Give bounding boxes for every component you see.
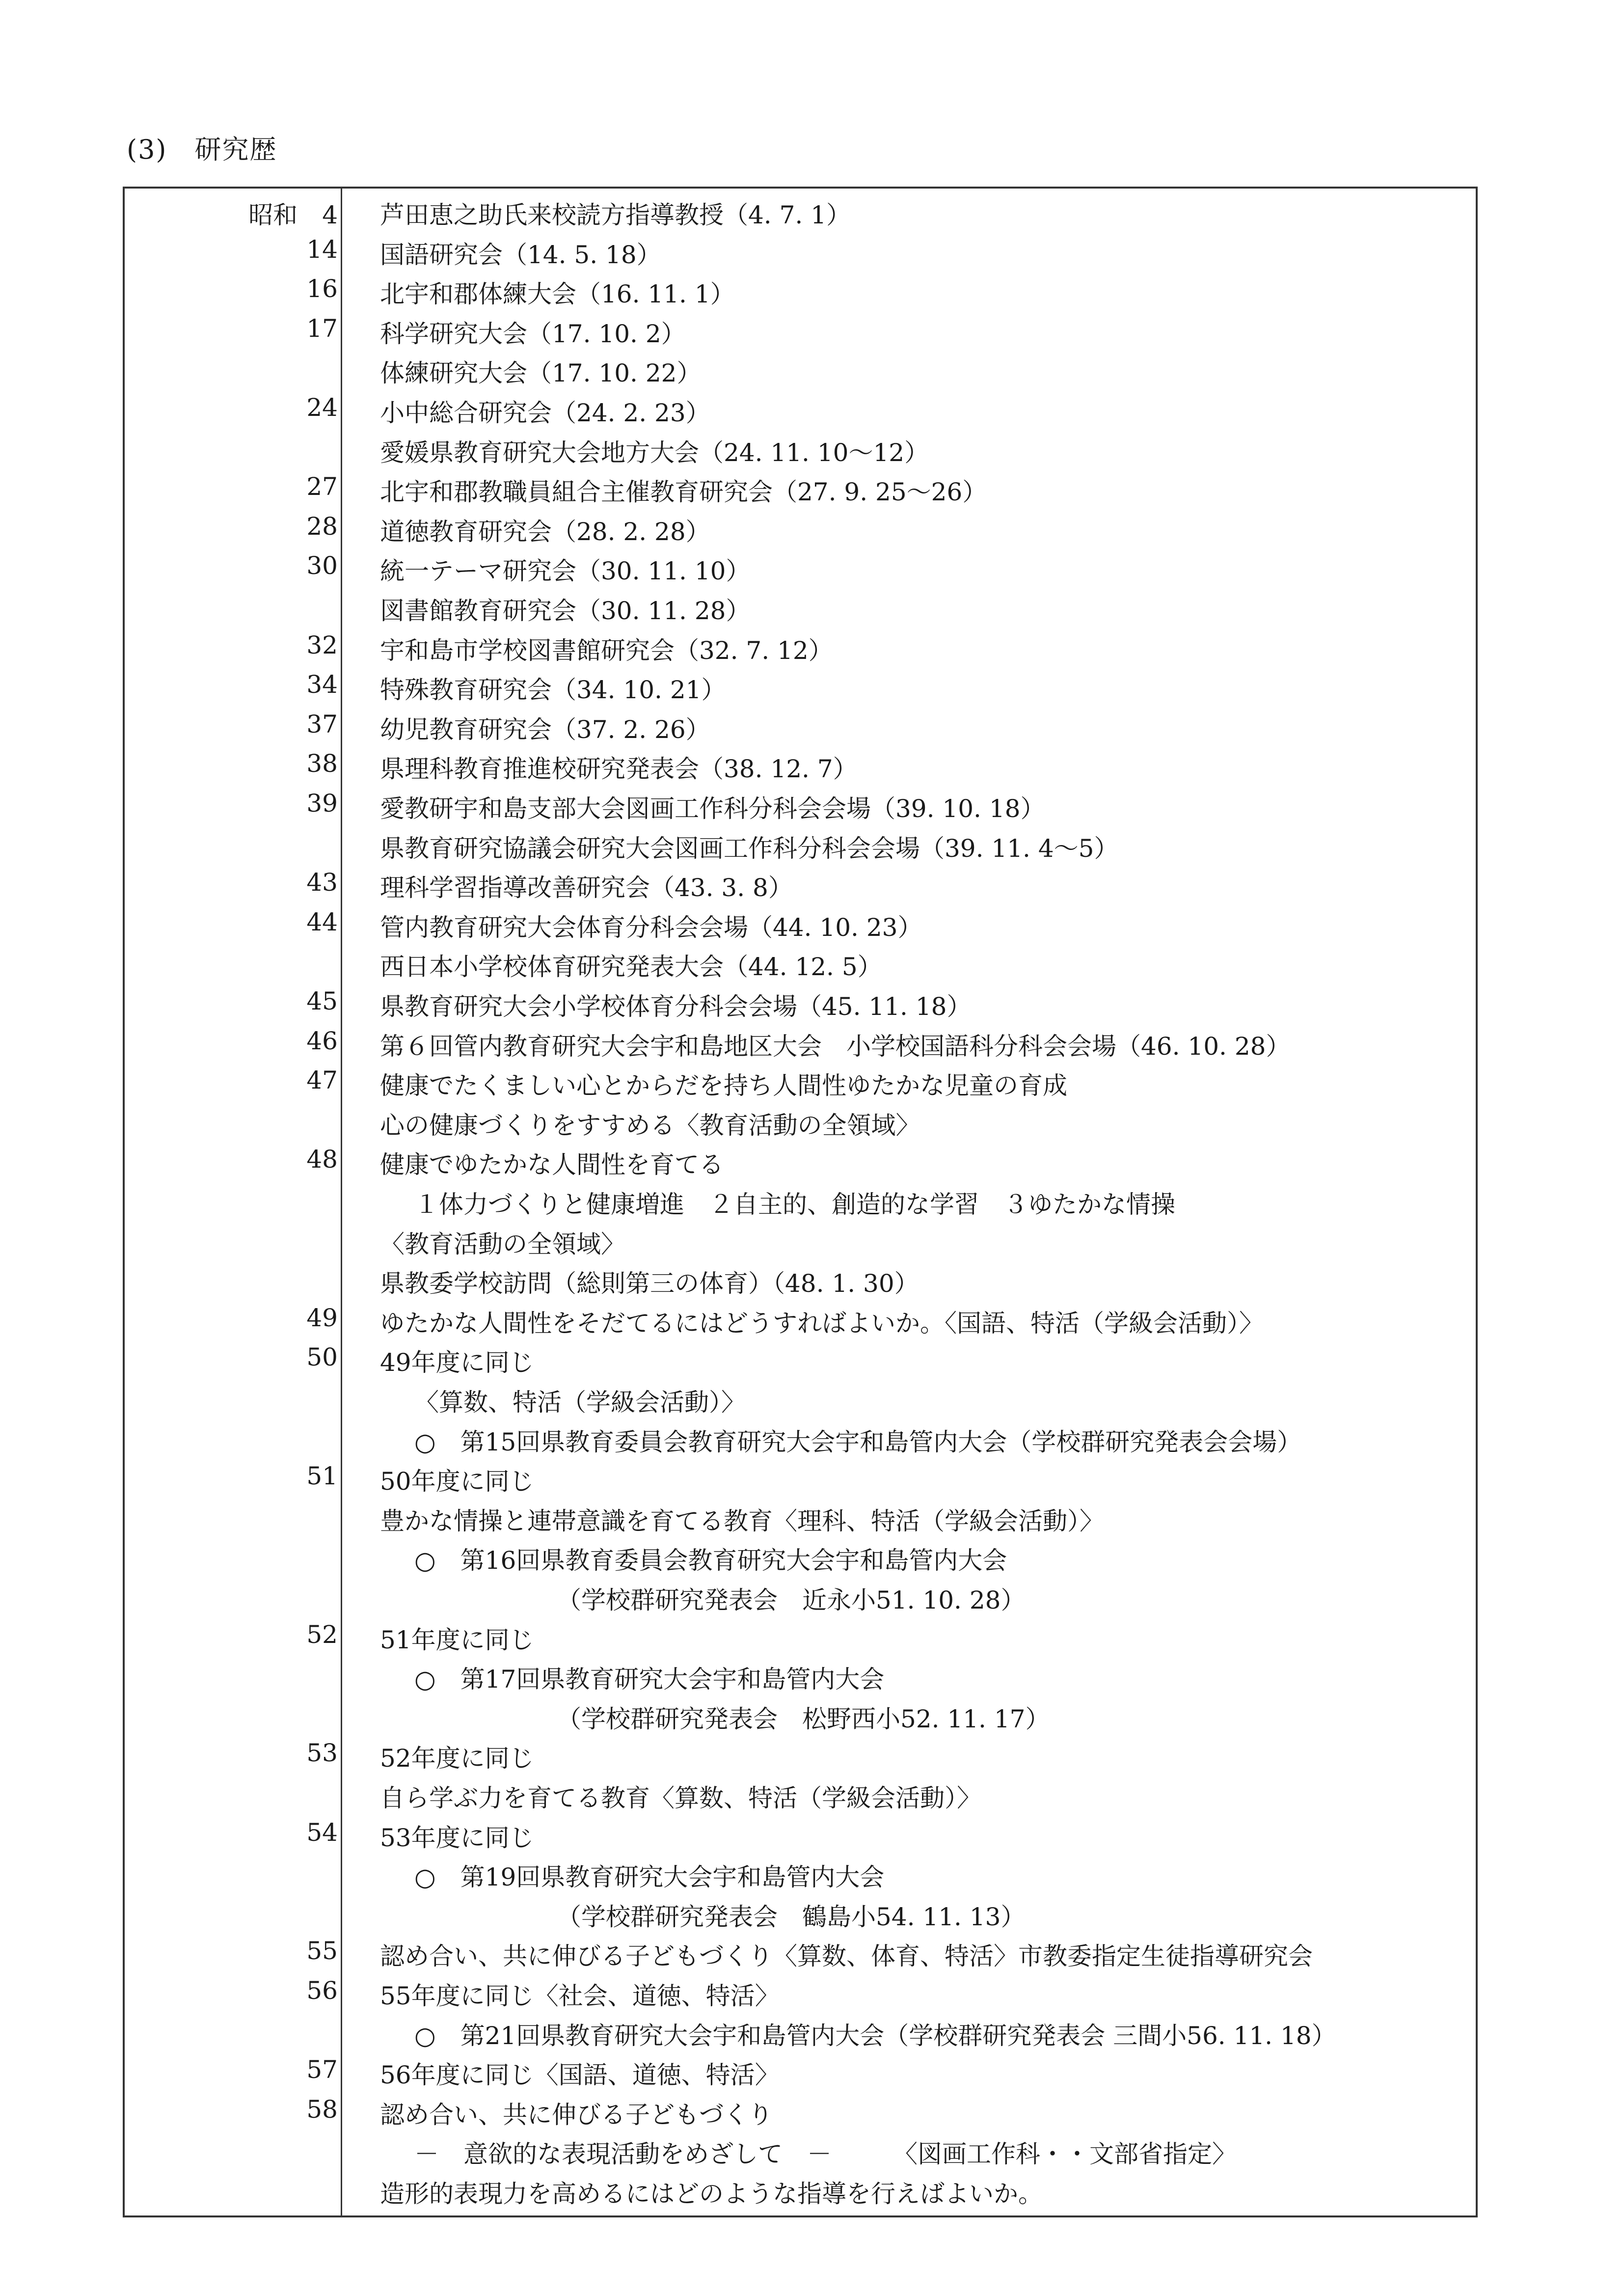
- table-row: [125, 944, 1476, 984]
- event-text: 認め合い、共に伸びる子どもづくり〈算数、体育、特活〉市教委指定生徒指導研究会: [380, 1942, 1313, 1971]
- event-text: 県理科教育推進校研究発表会（38. 12. 7）: [380, 755, 858, 784]
- table-row: [125, 1776, 1476, 1815]
- event-text: ○ 第16回県教育委員会教育研究大会宇和島管内大会: [414, 1546, 1007, 1575]
- table-row: [125, 192, 1476, 232]
- year-number: 47: [306, 1066, 338, 1095]
- year-cell: [306, 908, 338, 936]
- table-row: [125, 1538, 1476, 1577]
- event-text: 健康でゆたかな人間性を育てる: [380, 1150, 724, 1179]
- event-text: 科学研究大会（17. 10. 2）: [380, 319, 686, 348]
- table-row: [125, 390, 1476, 430]
- year-cell: [306, 2095, 338, 2124]
- table-row: [125, 1578, 1476, 1617]
- table-row: [125, 2132, 1476, 2171]
- year-number: 39: [306, 789, 338, 818]
- year-number: 45: [306, 987, 338, 1015]
- era-label: 昭和: [248, 201, 298, 229]
- table-row: [125, 272, 1476, 311]
- year-number: 51: [306, 1462, 338, 1491]
- event-text: 幼児教育研究会（37. 2. 26）: [380, 715, 710, 744]
- year-cell: [306, 1818, 338, 1847]
- table-row: [125, 1063, 1476, 1102]
- table-row: [125, 351, 1476, 390]
- table-row: [125, 1340, 1476, 1379]
- event-text: 国語研究会（14. 5. 18）: [380, 240, 661, 269]
- table-row: [125, 826, 1476, 865]
- event-text: 自ら学ぶ力を育てる教育〈算数、特活（学級会活動）〉: [380, 1784, 981, 1812]
- table-row: [125, 746, 1476, 786]
- event-text: 55年度に同じ〈社会、道徳、特活〉: [380, 1982, 780, 2010]
- table-row: [125, 1815, 1476, 1855]
- year-number: 27: [306, 472, 338, 501]
- section-title: (3) 研究歴: [127, 134, 277, 165]
- event-text: （学校群研究発表会 松野西小52. 11. 17）: [557, 1704, 1050, 1733]
- year-cell: [306, 1304, 338, 1332]
- year-number: 49: [306, 1303, 338, 1332]
- event-text: ○ 第15回県教育委員会教育研究大会宇和島管内大会（学校群研究発表会会場）: [414, 1427, 1302, 1456]
- table-row: [125, 548, 1476, 588]
- year-number: 16: [306, 274, 338, 303]
- event-text: 芦田恵之助氏来校読方指導教授（4. 7. 1）: [380, 201, 851, 229]
- event-text: ○ 第21回県教育研究大会宇和島管内大会（学校群研究発表会 三間小56. 11. 18）: [414, 2021, 1336, 2050]
- table-row: [125, 1301, 1476, 1340]
- year-cell: [306, 2055, 338, 2084]
- year-cell: [306, 1343, 338, 1371]
- event-text: 理科学習指導改善研究会（43. 3. 8）: [380, 874, 793, 902]
- table-row: [125, 1420, 1476, 1459]
- table-row: [125, 905, 1476, 944]
- event-text: 53年度に同じ: [380, 1823, 534, 1852]
- table-row: [125, 588, 1476, 628]
- year-cell: [306, 1027, 338, 1055]
- table-row: [125, 1182, 1476, 1221]
- event-text: 49年度に同じ: [380, 1348, 534, 1377]
- year-number: 55: [306, 1937, 338, 1966]
- year-cell: [248, 195, 338, 231]
- year-number: 38: [306, 749, 338, 778]
- year-cell: [306, 868, 338, 897]
- table-row: [125, 1934, 1476, 1973]
- year-cell: [306, 512, 338, 541]
- table-row: [125, 1973, 1476, 2013]
- event-text: ゆたかな人間性をそだてるにはどうすればよいか。〈国語、特活（学級会活動）〉: [380, 1309, 1264, 1338]
- event-text: 北宇和郡教職員組合主催教育研究会（27. 9. 25～26）: [380, 478, 987, 507]
- year-number: 14: [306, 235, 338, 264]
- year-cell: [306, 1145, 338, 1174]
- table-row: [125, 311, 1476, 351]
- year-number: 52: [306, 1620, 338, 1649]
- table-row: [125, 667, 1476, 707]
- year-cell: [306, 1976, 338, 2005]
- event-text: 51年度に同じ: [380, 1625, 534, 1654]
- year-cell: [306, 631, 338, 659]
- table-row: [125, 2092, 1476, 2132]
- year-number: 30: [306, 551, 338, 580]
- event-text: 50年度に同じ: [380, 1467, 534, 1496]
- table-row: [125, 1024, 1476, 1063]
- table-row: [125, 786, 1476, 825]
- year-cell: [306, 710, 338, 738]
- year-number: 58: [306, 2095, 338, 2124]
- year-cell: [306, 1620, 338, 1649]
- year-number: 46: [306, 1026, 338, 1055]
- event-text: 県教育研究大会小学校体育分科会会場（45. 11. 18）: [380, 992, 972, 1021]
- table-row: [125, 1380, 1476, 1419]
- table-row: [125, 509, 1476, 548]
- table-row: [125, 1459, 1476, 1498]
- table-row: [125, 469, 1476, 509]
- year-cell: [306, 472, 338, 501]
- year-cell: [306, 1462, 338, 1490]
- history-table: [123, 187, 1478, 2217]
- table-row: [125, 2013, 1476, 2052]
- event-text: 愛媛県教育研究大会地方大会（24. 11. 10～12）: [380, 438, 929, 467]
- event-text: （学校群研究発表会 近永小51. 10. 28）: [557, 1586, 1026, 1614]
- year-cell: [306, 749, 338, 778]
- table-row: [125, 707, 1476, 746]
- table-row: [125, 1736, 1476, 1775]
- year-number: 43: [306, 868, 338, 897]
- event-text: 心の健康づくりをすすめる〈教育活動の全領域〉: [380, 1111, 920, 1140]
- table-row: [125, 1103, 1476, 1142]
- table-row: [125, 1696, 1476, 1736]
- table-row: [125, 1855, 1476, 1894]
- event-text: 豊かな情操と連帯意識を育てる教育〈理科、特活（学級会活動）〉: [380, 1506, 1104, 1535]
- year-number: 34: [306, 670, 338, 699]
- year-cell: [306, 1739, 338, 1767]
- event-text: 52年度に同じ: [380, 1744, 534, 1773]
- event-text: 造形的表現力を高めるにはどのような指導を行えばよいか。: [380, 2180, 1043, 2208]
- table-row: [125, 232, 1476, 272]
- table-row: [125, 2052, 1476, 2092]
- event-text: 体練研究大会（17. 10. 22）: [380, 359, 702, 388]
- event-text: 県教育研究協議会研究大会図画工作科分科会会場（39. 11. 4～5）: [380, 834, 1119, 863]
- table-row: [125, 1657, 1476, 1696]
- year-number: 37: [306, 710, 338, 738]
- event-text: ○ 第19回県教育研究大会宇和島管内大会: [414, 1863, 885, 1892]
- table-row: [125, 1261, 1476, 1300]
- year-number: 54: [306, 1818, 338, 1847]
- year-number: 44: [306, 907, 338, 936]
- year-number: 28: [306, 512, 338, 541]
- year-cell: [306, 551, 338, 580]
- year-number: 32: [306, 630, 338, 659]
- event-text: １体力づくりと健康増進 ２自主的、創造的な学習 ３ゆたかな情操: [414, 1190, 1175, 1219]
- event-text: 道徳教育研究会（28. 2. 28）: [380, 517, 710, 546]
- event-text: 図書館教育研究会（30. 11. 28）: [380, 597, 751, 625]
- table-row: [125, 1499, 1476, 1538]
- year-number: 57: [306, 2055, 338, 2084]
- year-number: 4: [322, 201, 338, 229]
- year-cell: [306, 670, 338, 699]
- year-number: 53: [306, 1739, 338, 1768]
- table-row: [125, 1142, 1476, 1181]
- event-text: 〈算数、特活（学級会活動）〉: [414, 1388, 746, 1417]
- table-row: [125, 430, 1476, 469]
- event-text: 〈教育活動の全領域〉: [380, 1230, 625, 1258]
- year-cell: [306, 987, 338, 1015]
- year-number: 17: [306, 314, 338, 343]
- year-number: 48: [306, 1145, 338, 1174]
- event-text: 宇和島市学校図書館研究会（32. 7. 12）: [380, 636, 833, 665]
- year-cell: [306, 1066, 338, 1094]
- table-row: [125, 628, 1476, 667]
- table-row: [125, 865, 1476, 904]
- event-text: 愛教研宇和島支部大会図画工作科分科会会場（39. 10. 18）: [380, 794, 1045, 823]
- event-text: 統一テーマ研究会（30. 11. 10）: [380, 557, 751, 586]
- event-text: 県教委学校訪問（総則第三の体育）（48. 1. 30）: [380, 1269, 919, 1298]
- year-cell: [306, 274, 338, 303]
- year-cell: [306, 789, 338, 818]
- event-text: 第６回管内教育研究大会宇和島地区大会 小学校国語科分科会会場（46. 10. 28）: [380, 1032, 1291, 1061]
- event-text: 特殊教育研究会（34. 10. 21）: [380, 676, 726, 705]
- event-text: 健康でたくましい心とからだを持ち人間性ゆたかな児童の育成: [380, 1071, 1067, 1100]
- year-cell: [306, 1937, 338, 1965]
- event-text: 管内教育研究大会体育分科会会場（44. 10. 23）: [380, 913, 922, 942]
- table-row: [125, 984, 1476, 1023]
- event-text: 56年度に同じ〈国語、道徳、特活〉: [380, 2061, 780, 2090]
- year-number: 24: [306, 393, 338, 422]
- event-text: 西日本小学校体育研究発表大会（44. 12. 5）: [380, 953, 882, 982]
- table-row: [125, 2171, 1476, 2211]
- table-row: [125, 1894, 1476, 1934]
- event-text: 認め合い、共に伸びる子どもづくり: [380, 2100, 773, 2129]
- year-cell: [306, 235, 338, 264]
- year-number: 50: [306, 1343, 338, 1372]
- year-cell: [306, 393, 338, 422]
- event-text: ○ 第17回県教育研究大会宇和島管内大会: [414, 1665, 885, 1694]
- event-text: － 意欲的な表現活動をめざして － 〈図画工作科・・文部省指定〉: [414, 2140, 1237, 2169]
- event-text: 北宇和郡体練大会（16. 11. 1）: [380, 280, 735, 309]
- table-row: [125, 1617, 1476, 1657]
- year-cell: [306, 314, 338, 343]
- year-number: 56: [306, 1976, 338, 2005]
- table-row: [125, 1222, 1476, 1261]
- event-text: （学校群研究発表会 鶴島小54. 11. 13）: [557, 1902, 1026, 1931]
- event-text: 小中総合研究会（24. 2. 23）: [380, 399, 710, 427]
